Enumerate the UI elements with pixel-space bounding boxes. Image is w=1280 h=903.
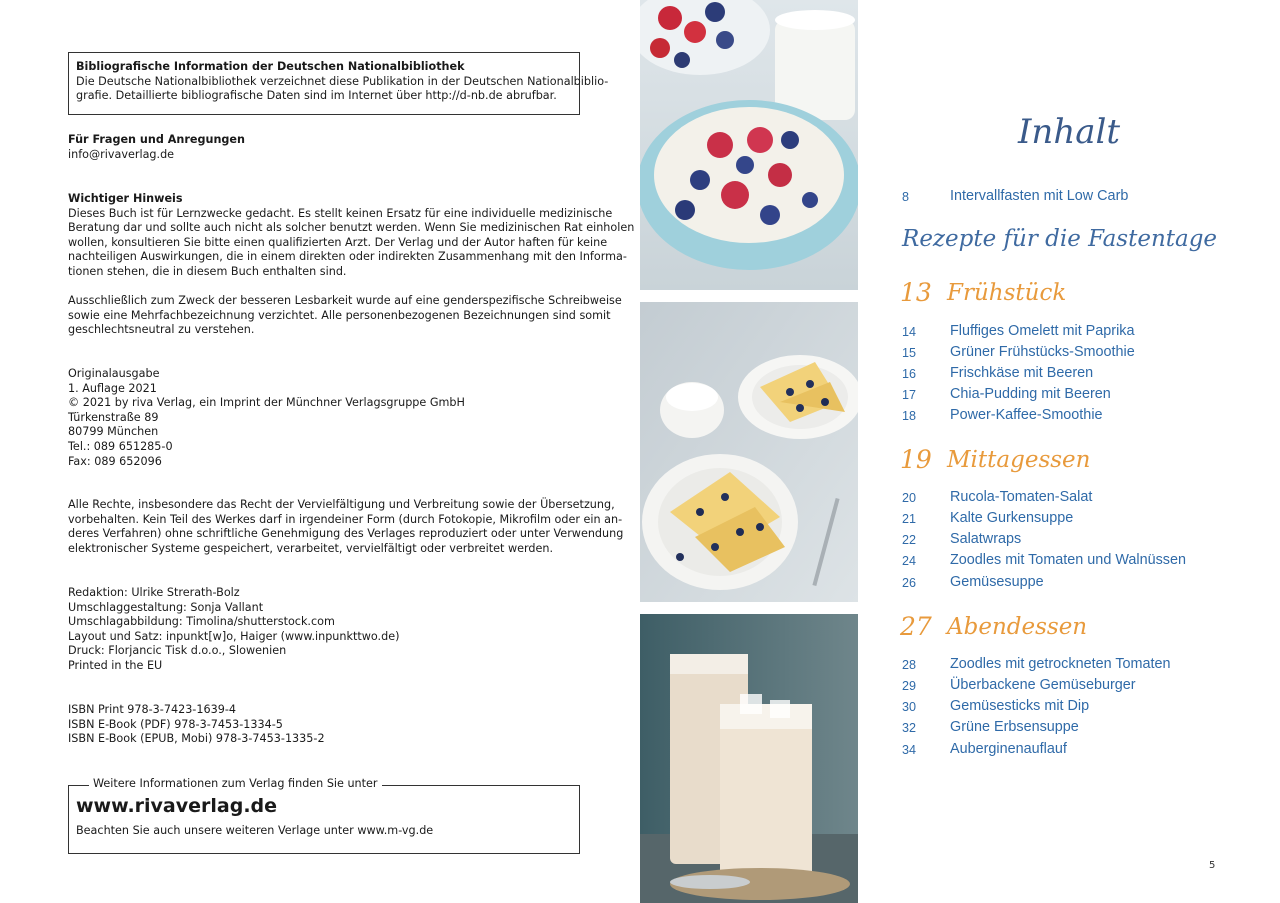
chapter-page: 13 xyxy=(900,278,932,307)
toc-entry[interactable] xyxy=(902,741,1202,762)
toc-entry[interactable] xyxy=(902,656,1202,677)
gender-line: geschlechtsneutral zu verstehen. xyxy=(68,323,255,337)
chapter-title: Abendessen xyxy=(947,614,1088,640)
web-note: Beachten Sie auch unsere weiteren Verlage unter www.m-vg.de xyxy=(76,824,434,837)
questions-email[interactable]: info@rivaverlag.de xyxy=(68,147,175,161)
chapter-page: 27 xyxy=(900,612,932,641)
notice-line: Dieses Buch ist für Lernzwecke gedacht. Es stellt keinen Ersatz für eine individuelle medizinische xyxy=(68,206,613,220)
toc-entry[interactable] xyxy=(902,323,1202,344)
bib-title: Bibliografische Information der Deutschen Nationalbibliothek xyxy=(76,60,465,73)
toc-entry-title: Auberginenauflauf xyxy=(950,741,1067,757)
toc-entry[interactable] xyxy=(902,510,1202,531)
edition-line: Tel.: 089 651285-0 xyxy=(68,439,173,453)
toc-entry-page: 14 xyxy=(902,325,917,339)
isbn-line: ISBN E-Book (EPUB, Mobi) 978-3-7453-1335-2 xyxy=(68,732,325,746)
bibliographic-info-box xyxy=(68,52,609,115)
edition-line: Türkenstraße 89 xyxy=(68,410,159,424)
notice-line: wollen, konsultieren Sie bitte einen qualifizierten Arzt. Der Verlag und der Autor haften für keine xyxy=(68,235,608,249)
gender-line: Ausschließlich zum Zweck der besseren Lesbarkeit wurde auf eine genderspezifische Schreibweise xyxy=(68,294,622,307)
web-legend: Weitere Informationen zum Verlag finden Sie unter xyxy=(89,777,382,792)
credits-line: Printed in the EU xyxy=(68,658,163,672)
toc-entry-title: Intervallfasten mit Low Carb xyxy=(950,188,1129,204)
toc-entry-page: 29 xyxy=(902,679,917,693)
toc-entry-title: Gemüsesticks mit Dip xyxy=(950,698,1090,714)
page-number: 5 xyxy=(1209,860,1216,871)
toc-entry-page: 24 xyxy=(902,554,917,568)
toc-entry[interactable] xyxy=(902,552,1202,573)
toc-entry-page: 16 xyxy=(902,367,917,381)
publisher-web-box xyxy=(68,777,580,854)
isbn-line: ISBN Print 978-3-7423-1639-4 xyxy=(68,703,236,716)
credits-line: Redaktion: Ulrike Strerath-Bolz xyxy=(68,586,240,599)
edition-line: 1. Auflage 2021 xyxy=(68,381,157,395)
toc-entry-title: Grüner Frühstücks-Smoothie xyxy=(950,344,1135,360)
toc-entry-title: Zoodles mit getrockneten Tomaten xyxy=(950,656,1171,672)
questions-title: Für Fragen und Anregungen xyxy=(68,133,245,146)
bib-text-line: grafie. Detaillierte bibliografische Daten sind im Internet über http://d-nb.de abrufbar. xyxy=(76,89,557,103)
toc-entry-page: 34 xyxy=(902,743,917,757)
coffee-smoothie-photo xyxy=(640,614,858,903)
notice-line: nachteiligen Auswirkungen, die in einem direkten oder indirekten Zusammenhang mit den Informa- xyxy=(68,250,627,264)
toc-entry-page: 15 xyxy=(902,346,917,360)
gender-note-block xyxy=(68,294,622,338)
toc-entry-page: 18 xyxy=(902,409,917,423)
photo-column xyxy=(640,0,858,903)
crepes-blueberries-photo xyxy=(640,302,858,602)
toc-entry-title: Power-Kaffee-Smoothie xyxy=(950,407,1103,423)
edition-line: 80799 München xyxy=(68,425,159,439)
chapter-page: 19 xyxy=(900,445,932,474)
toc-entry-title: Gemüsesuppe xyxy=(950,574,1044,590)
isbn-block xyxy=(68,703,588,747)
questions-block xyxy=(68,133,588,162)
rights-line: Alle Rechte, insbesondere das Recht der Vervielfältigung und Verbreitung sowie der Übersetzung, xyxy=(68,498,615,511)
toc-title: Inhalt xyxy=(1018,112,1121,152)
toc-entry[interactable] xyxy=(902,677,1202,698)
toc-entry[interactable] xyxy=(902,365,1202,386)
toc-entry-page: 8 xyxy=(902,190,910,204)
toc-entry-title: Frischkäse mit Beeren xyxy=(950,365,1094,381)
bib-text-line: Die Deutsche Nationalbibliothek verzeichnet diese Publikation in der Deutschen Nationalbiblio- xyxy=(76,74,609,88)
toc-entry-title: Grüne Erbsensuppe xyxy=(950,719,1079,735)
toc-entry[interactable] xyxy=(902,574,1202,595)
notice-block xyxy=(68,192,635,280)
rights-line: elektronischer Systeme gespeichert, verarbeitet, vervielfältigt oder verbreitet werden. xyxy=(68,541,554,555)
toc-entry-page: 30 xyxy=(902,700,917,714)
toc-entry-title: Chia-Pudding mit Beeren xyxy=(950,386,1111,402)
credits-block xyxy=(68,586,588,674)
toc-entry[interactable] xyxy=(902,489,1202,510)
toc-entry[interactable] xyxy=(902,344,1202,365)
toc-entry-page: 20 xyxy=(902,491,917,505)
toc-entry-title: Zoodles mit Tomaten und Walnüssen xyxy=(950,552,1186,568)
toc-entry[interactable] xyxy=(902,531,1202,552)
toc-entry-title: Fluffiges Omelett mit Paprika xyxy=(950,323,1135,339)
rights-line: deres Verfahren) ohne schriftliche Genehmigung des Verlages reproduziert oder unter Verwendung xyxy=(68,527,624,541)
toc-entry[interactable] xyxy=(902,386,1202,407)
toc-entry[interactable] xyxy=(902,407,1202,428)
rights-line: vorbehalten. Kein Teil des Werkes darf in irgendeiner Form (durch Fotokopie, Mikrofilm oder ein an- xyxy=(68,512,623,526)
toc-entry[interactable] xyxy=(902,698,1202,719)
toc-entry-page: 22 xyxy=(902,533,917,547)
credits-line: Layout und Satz: inpunkt[w]o, Haiger (www.inpunkttwo.de) xyxy=(68,629,400,643)
credits-line: Druck: Florjancic Tisk d.o.o., Slowenien xyxy=(68,644,287,658)
publisher-url[interactable]: www.rivaverlag.de xyxy=(76,795,278,817)
toc-entry-page: 28 xyxy=(902,658,917,672)
isbn-line: ISBN E-Book (PDF) 978-3-7453-1334-5 xyxy=(68,717,283,731)
chapter-title: Mittagessen xyxy=(947,447,1091,473)
notice-line: Beratung dar und sollte auch nicht als solcher benutzt werden. Wenn Sie medizinischen Rat einholen xyxy=(68,221,635,235)
recipes-section-heading: Rezepte für die Fastentage xyxy=(902,226,1218,252)
edition-block xyxy=(68,367,588,469)
rights-block xyxy=(68,498,624,556)
toc-entry-page: 26 xyxy=(902,576,917,590)
cottage-cheese-berries-photo xyxy=(640,0,858,290)
toc-entry[interactable] xyxy=(902,719,1202,740)
toc-entry-page: 32 xyxy=(902,721,917,735)
toc-entry-title: Überbackene Gemüseburger xyxy=(950,677,1136,693)
toc-entry-page: 21 xyxy=(902,512,917,526)
notice-line: tionen stehen, die in diesem Buch enthalten sind. xyxy=(68,264,347,278)
toc-entry[interactable] xyxy=(902,188,1202,209)
edition-line: Fax: 089 652096 xyxy=(68,454,162,468)
credits-line: Umschlaggestaltung: Sonja Vallant xyxy=(68,600,264,614)
edition-line: Originalausgabe xyxy=(68,367,160,380)
toc-entry-page: 17 xyxy=(902,388,917,402)
gender-line: sowie eine Mehrfachbezeichnung verzichtet. Alle personenbezogenen Bezeichnungen sind somit xyxy=(68,308,611,322)
toc-entry-title: Kalte Gurkensuppe xyxy=(950,510,1074,526)
notice-title: Wichtiger Hinweis xyxy=(68,192,183,205)
toc-entry-title: Rucola-Tomaten-Salat xyxy=(950,489,1093,505)
credits-line: Umschlagabbildung: Timolina/shutterstock.com xyxy=(68,615,335,629)
toc-entry-title: Salatwraps xyxy=(950,531,1022,547)
chapter-title: Frühstück xyxy=(947,280,1067,306)
edition-line: © 2021 by riva Verlag, ein Imprint der Münchner Verlagsgruppe GmbH xyxy=(68,396,465,410)
